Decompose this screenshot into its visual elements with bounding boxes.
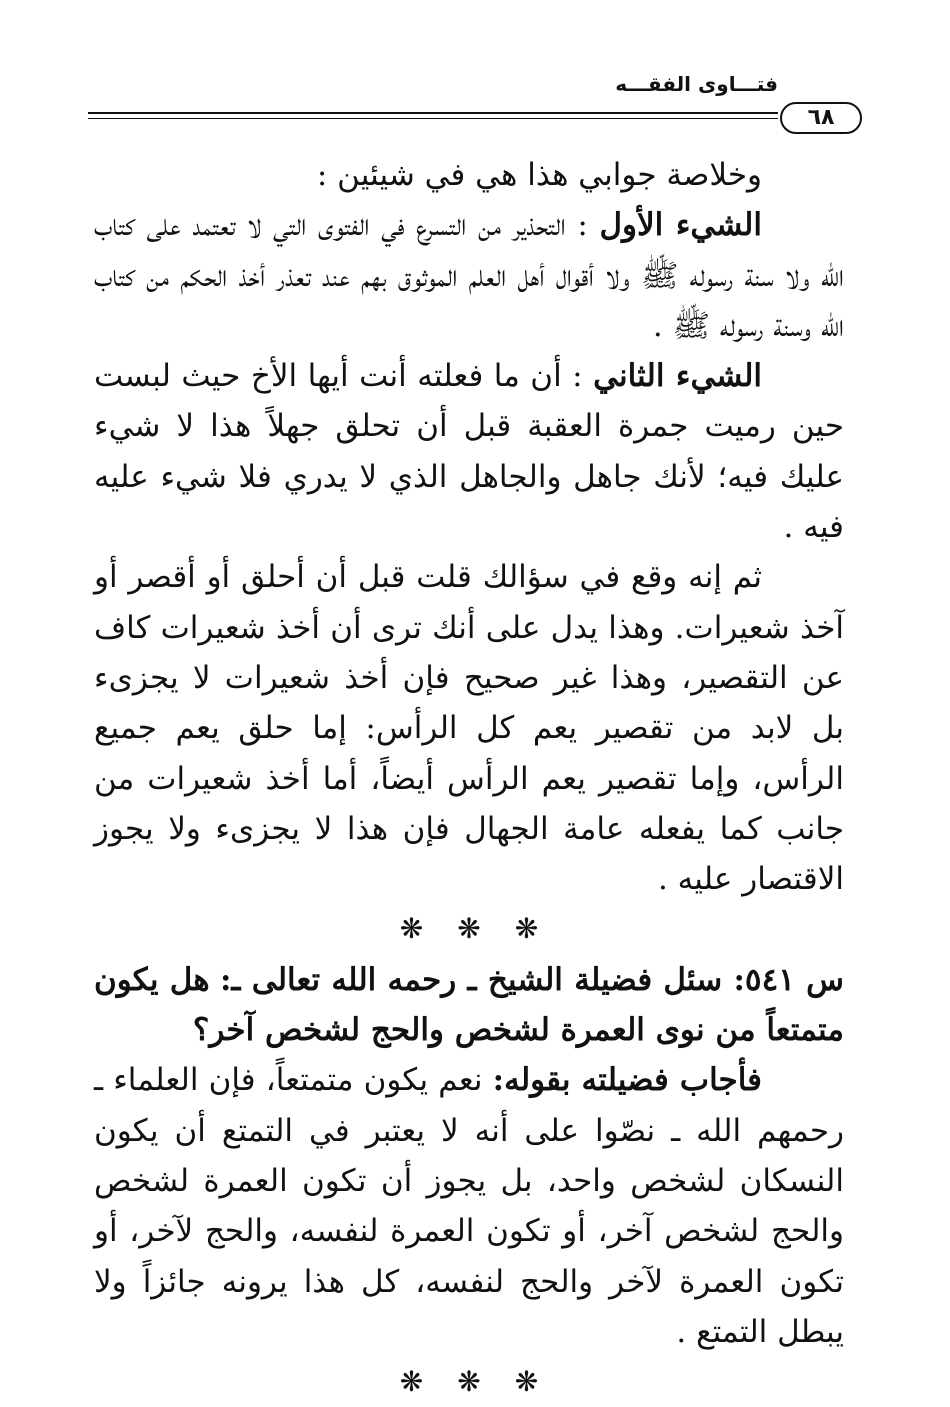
section-separator-end: ❋❋❋ <box>399 1365 573 1399</box>
answer-label: فأجاب فضيلته بقوله: <box>492 1062 762 1099</box>
intro-paragraph: وخلاصة جوابي هذا هي في شيئين : <box>316 157 762 193</box>
answer-text: نعم يكون متمتعاً، فإن العلماء ـ رحمهم الله ـ نصّوا على أنه لا يعتبر في التمتع أن يكون النسكان لشخص واحد، بل يجوز أن تكون العمرة لشخص والحج لشخص آخر، أو تكون العمرة لنفسه، والحج لآخر، أو تكون العمرة لآخر والحج لنفسه، كل هذا يرونه جائزاً ولا يبطل التمتع . <box>94 1062 844 1350</box>
answer-paragraph <box>94 1055 844 1357</box>
question-paragraph <box>94 955 844 1056</box>
header-rule <box>88 112 778 114</box>
point-two-paragraph <box>94 351 844 552</box>
section-separator: ❋❋❋ <box>399 912 573 946</box>
paragraph-three: ثم إنه وقع في سؤالك قلت قبل أن أحلق أو أقصر أو آخذ شعيرات. وهذا يدل على أنك ترى أن أخذ شعيرات كاف عن التقصير، وهذا غير صحيح فإن أخذ شعيرات لا يجزىء بل لابد من تقصير يعم كل الرأس: إما حلق يعم جميع الرأس، وإما تقصير يعم الرأس أيضاً، أما أخذ شعيرات من جانب كما يفعله عامة الجهال فإن هذا لا يجزىء ولا يجوز الاقتصار عليه . <box>94 559 844 898</box>
page-body <box>94 150 844 1407</box>
page-header <box>88 72 862 132</box>
page-number: ٦٨ <box>780 102 862 134</box>
point-two-label: الشيء الثاني <box>593 358 763 395</box>
question-text: هل يكون متمتعاً من نوى العمرة لشخص والحج لشخص آخر؟ <box>94 961 844 1049</box>
point-two-text: : أن ما فعلته أنت أيها الأخ حيث لبست حين رميت جمرة العقبة قبل أن تحلق جهلاً هذا لا شيء عليك فيه؛ لأنك جاهل والجاهل الذي لا يدري فلا شيء عليه فيه . <box>94 358 844 546</box>
point-one-label: الشيء الأول <box>599 207 762 244</box>
header-rule-thin <box>88 118 778 119</box>
running-title: فتـــاوى الفقـــه <box>615 72 778 96</box>
question-label: س ٥٤١: سئل فضيلة الشيخ ـ رحمه الله تعالى ـ: <box>219 961 844 998</box>
point-one-paragraph <box>94 200 844 351</box>
point-one-text: : التحذير من التسرع في الفتوى التي لا تعتمد على كتاب الله ولا سنة رسوله ﷺ ولا أقوال أهل العلم الموثوق بهم عند تعذر أخذ الحكم من كتاب الله وسنة رسوله ﷺ . <box>94 207 844 344</box>
